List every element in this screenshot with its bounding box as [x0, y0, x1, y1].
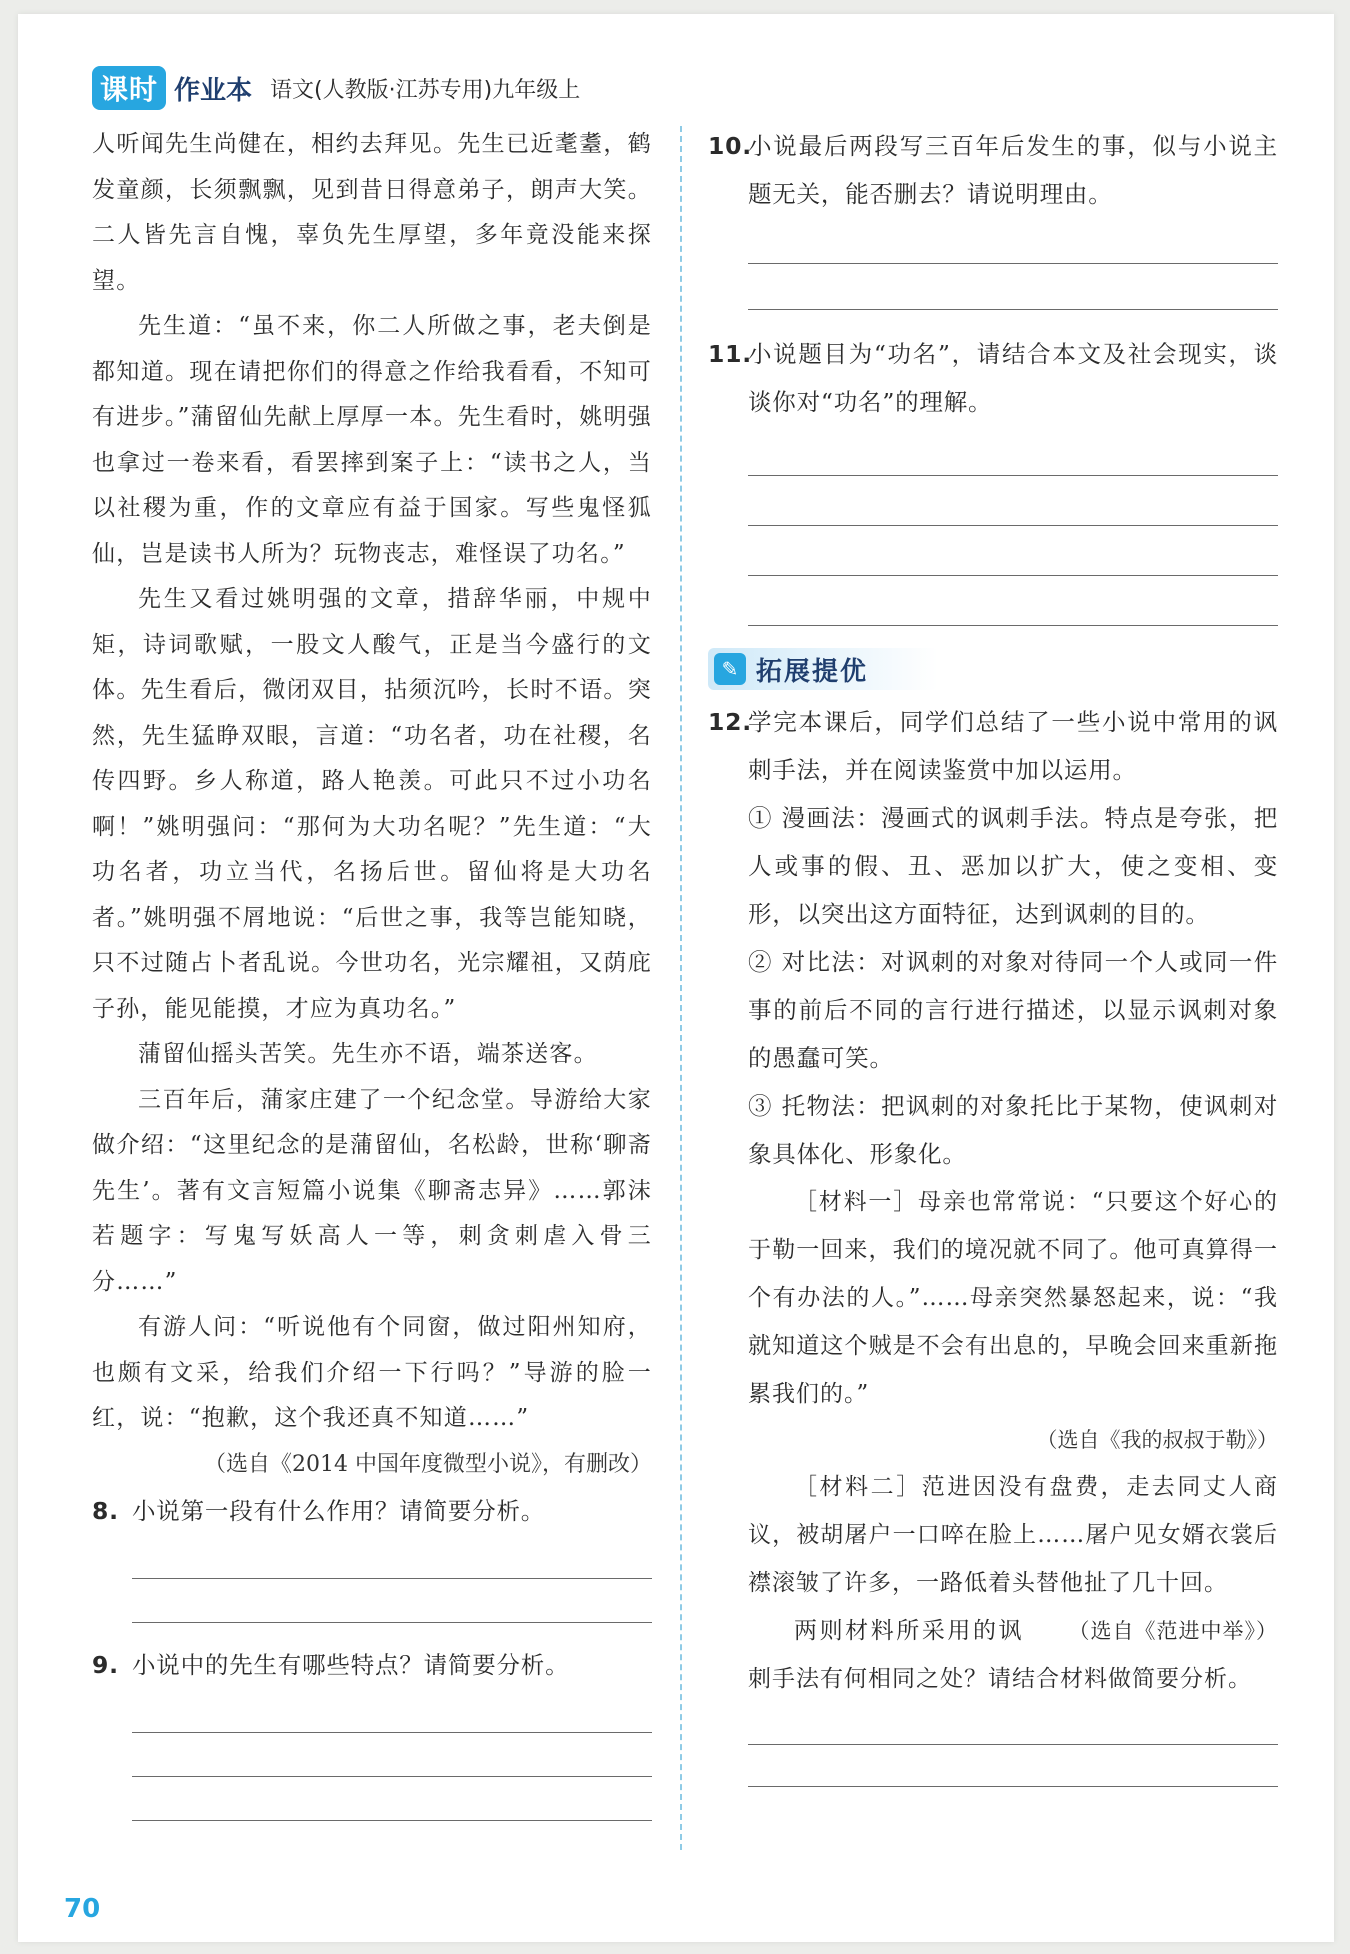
right-column	[708, 122, 1278, 1787]
brand-logo: 课时	[92, 66, 166, 110]
material-two	[748, 1463, 1279, 1643]
section-title: 拓展提优	[756, 656, 869, 687]
section-header	[708, 648, 938, 690]
material-tag: ［材料一］	[794, 1189, 919, 1215]
answer-line[interactable]	[132, 1819, 652, 1821]
question-number: 12.	[708, 708, 753, 736]
material-text: 范进因没有盘费，走去同丈人商议，被胡屠户一口啐在脸上……屠户见女婿衣裳后襟滚皱了许多，一路低着头替他扯了几十回。	[748, 1474, 1279, 1596]
question-text: 学完本课后，同学们总结了一些小说中常用的讽刺手法，并在阅读鉴赏中加以运用。	[748, 708, 1278, 784]
column-divider	[680, 126, 682, 1850]
story-paragraph: 有游人问：“听说他有个同窗，做过阳州知府，也颇有文采，给我们介绍一下行吗？”导游的脸一红，说：“抱歉，这个我还真不知道……”	[92, 1314, 652, 1431]
question-number: 8.	[92, 1496, 119, 1525]
material-text: 母亲也常常说：“只要这个好心的于勒一回来，我们的境况就不同了。他可真算得一个有办法的人。”……母亲突然暴怒起来，说：“我就知道这个贼是不会有出息的，早晚会回来重新拖累我们的。”	[748, 1189, 1278, 1407]
material-source: （选自《我的叔叔于勒》）	[1036, 1428, 1278, 1452]
page-number: 70	[64, 1894, 101, 1924]
question-text: 小说题目为“功名”，请结合本文及社会现实，谈谈你对“功名”的理解。	[748, 340, 1278, 416]
question-10	[708, 122, 1278, 218]
method-item: ③ 托物法：把讽刺的对象托比于某物，使讽刺对象具体化、形象化。	[748, 1092, 1278, 1168]
question-11	[708, 330, 1278, 426]
question-prompt: 两则材料所采用的讽刺手法有何相同之处？请结合材料做简要分析。	[748, 1618, 1252, 1692]
question-number: 10.	[708, 132, 753, 160]
story-paragraph: 人听闻先生尚健在，相约去拜见。先生已近耄耋，鹤发童颜，长须飘飘，见到昔日得意弟子，朗声大笑。二人皆先言自愧，辜负先生厚望，多年竟没能来探望。	[92, 131, 652, 294]
story-paragraph: 先生道：“虽不来，你二人所做之事，老夫倒是都知道。现在请把你们的得意之作给我看看，不知可有进步。”蒲留仙先献上厚厚一本。先生看时，姚明强也拿过一卷来看，看罢摔到案子上：“读书之人，当以社稷为重，作的文章应有益于国家。写些鬼怪狐仙，岂是读书人所为？玩物丧志，难怪误了功名。”	[92, 313, 652, 567]
question-text: 小说中的先生有哪些特点？请简要分析。	[132, 1650, 570, 1679]
page-header	[92, 66, 580, 110]
story-paragraph: 三百年后，蒲家庄建了一个纪念堂。导游给大家做介绍：“这里纪念的是蒲留仙，名松龄，世称‘聊斋先生’。著有文言短篇小说集《聊斋志异》……郭沫若题字：写鬼写妖高人一等，刺贪刺虐入骨三分……”	[92, 1086, 652, 1295]
material-one	[748, 1178, 1278, 1418]
question-9	[92, 1641, 652, 1689]
question-text: 小说最后两段写三百年后发生的事，似与小说主题无关，能否删去？请说明理由。	[748, 132, 1278, 208]
question-text: 小说第一段有什么作用？请简要分析。	[132, 1496, 546, 1525]
story-paragraph: 先生又看过姚明强的文章，措辞华丽，中规中矩，诗词歌赋，一股文人酸气，正是当今盛行的文体。先生看后，微闭双目，拈须沉吟，长时不语。突然，先生猛睁双眼，言道：“功名者，功在社稷，名传四野。乡人称道，路人艳羡。可此只不过小功名啊！”姚明强问：“那何为大功名呢？”先生道：“大功名者，功立当代，名扬后世。留仙将是大功名者。”姚明强不屑地说：“后世之事，我等岂能知晓，只不过随占卜者乱说。今世功名，光宗耀祖，又荫庇子孙，能见能摸，才应为真功名。”	[92, 586, 652, 1022]
question-number: 9.	[92, 1650, 119, 1679]
material-tag: ［材料二］	[794, 1474, 922, 1500]
method-item: ① 漫画法：漫画式的讽刺手法。特点是夸张，把人或事的假、丑、恶加以扩大，使之变相、变形，以突出这方面特征，达到讽刺的目的。	[748, 804, 1278, 928]
question-12	[708, 698, 1278, 794]
question-number: 11.	[708, 340, 753, 368]
answer-line[interactable]	[748, 1785, 1278, 1787]
left-column	[92, 122, 652, 1821]
brand-name: 作业本	[174, 75, 253, 106]
story-paragraph: 蒲留仙摇头苦笑。先生亦不语，端茶送客。	[138, 1041, 598, 1067]
question-8	[92, 1487, 652, 1535]
method-item: ② 对比法：对讽刺的对象对待同一个人或同一件事的前后不同的言行进行描述，以显示讽刺对象的愚蠢可笑。	[748, 948, 1278, 1072]
story-source: （选自《2014 中国年度微型小说》，有删改）	[204, 1451, 652, 1477]
pencil-icon: ✎	[714, 653, 746, 685]
material-source: （选自《范进中举》）	[1068, 1619, 1278, 1643]
book-info: 语文(人教版·江苏专用)九年级上	[270, 77, 581, 103]
